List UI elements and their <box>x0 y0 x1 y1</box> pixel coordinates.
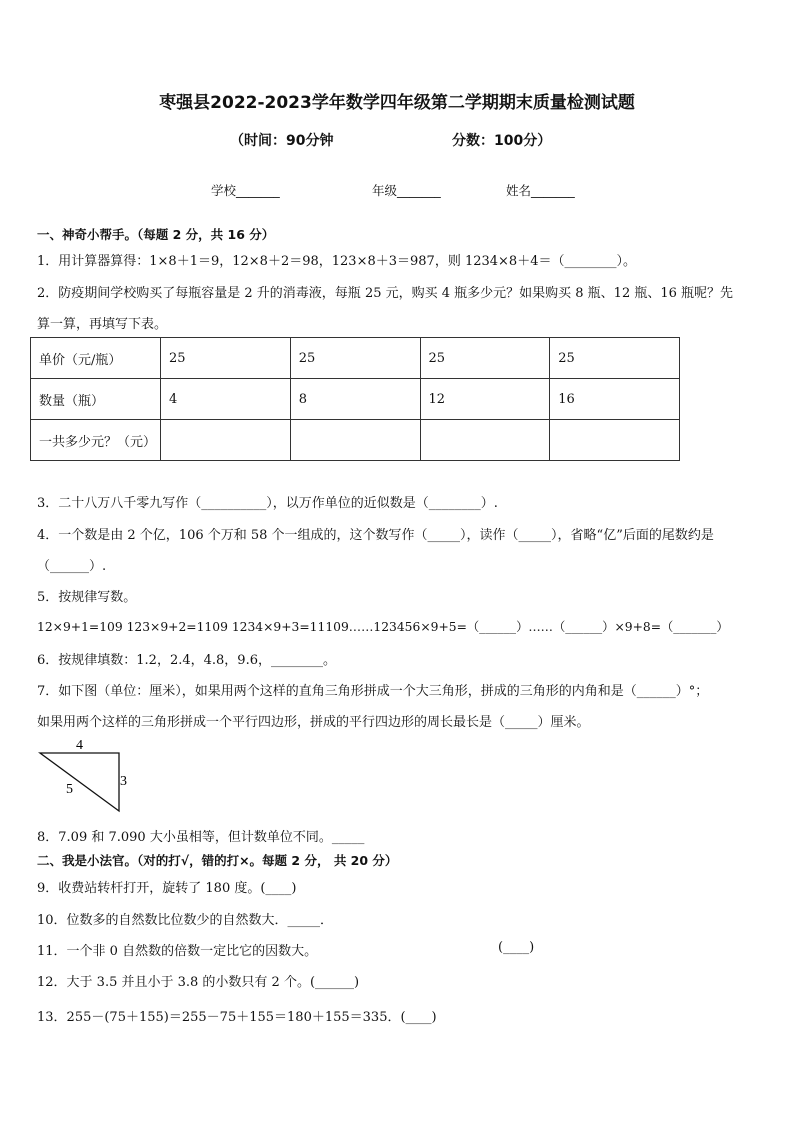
question-7-line2: 如果用两个这样的三角形拼成一个平行四边形，拼成的平行四边形的周长最长是（_____）厘米。 <box>37 715 590 730</box>
price-table <box>30 337 680 461</box>
name-field: 姓名_______ <box>506 183 575 198</box>
table-cell: 25 <box>550 338 680 379</box>
table-cell: 一共多少元？（元） <box>31 420 161 461</box>
table-cell: 16 <box>550 379 680 420</box>
table-cell: 单价（元/瓶） <box>31 338 161 379</box>
question-13: 13．255－(75＋155)＝255－75＋155＝180＋155＝335．(____) <box>37 1010 437 1025</box>
question-2-line2: 算一算，再填写下表。 <box>37 317 168 332</box>
exam-score: 分数：100分） <box>452 133 552 149</box>
question-11-blank: (____) <box>498 940 535 955</box>
question-5: 5．按规律写数。 <box>37 590 137 605</box>
question-6: 6．按规律填数：1.2，2.4，4.8，9.6，________。 <box>37 653 336 668</box>
table-cell: 4 <box>161 379 291 420</box>
question-12: 12．大于 3.5 并且小于 3.8 的小数只有 2 个。(______) <box>37 975 360 990</box>
table-cell: 12 <box>420 379 550 420</box>
table-cell: 25 <box>420 338 550 379</box>
answer-cell[interactable] <box>161 420 291 461</box>
answer-cell[interactable] <box>550 420 680 461</box>
answer-cell[interactable] <box>290 420 420 461</box>
question-4-line2: （______）. <box>37 559 107 574</box>
table-cell: 数量（瓶） <box>31 379 161 420</box>
question-10: 10．位数多的自然数比位数少的自然数大．_____． <box>37 913 334 928</box>
table-row <box>31 379 680 420</box>
section2-heading: 二、我是小法官。（对的打√，错的打×。每题 2 分， 共 20 分） <box>37 853 398 868</box>
question-11: 11．一个非 0 自然数的倍数一定比它的因数大。 <box>37 944 318 959</box>
question-3: 3．二十八万八千零九写作（__________），以万作单位的近似数是（________）. <box>37 496 498 511</box>
question-4-line1: 4．一个数是由 2 个亿，106 个万和 58 个一组成的，这个数写作（_____），读作（_____），省略“亿”后面的尾数约是 <box>37 528 714 543</box>
answer-cell[interactable] <box>420 420 550 461</box>
triangle-shape <box>40 753 119 811</box>
table-cell: 25 <box>290 338 420 379</box>
table-row <box>31 420 680 461</box>
question-8: 8．7.09 和 7.090 大小虽相等，但计数单位不同。_____ <box>37 830 365 845</box>
grade-field: 年级_______ <box>372 183 441 198</box>
table-row <box>31 338 680 379</box>
question-9: 9．收费站转杆打开，旋转了 180 度。(____) <box>37 881 297 896</box>
question-7-line1: 7．如下图（单位：厘米），如果用两个这样的直角三角形拼成一个大三角形，拼成的三角形的内角和是（______）°； <box>37 684 709 699</box>
exam-time: （时间：90分钟 <box>230 133 334 149</box>
question-2-line1: 2．防疫期间学校购买了每瓶容量是 2 升的消毒液，每瓶 25 元，购买 4 瓶多少元？如果购买 8 瓶、12 瓶、16 瓶呢？先 <box>37 286 734 301</box>
question-1: 1．用计算器算得：1×8＋1＝9，12×8＋2＝98，123×8＋3＝987，则 1234×8＋4＝（________）。 <box>37 254 636 269</box>
table-cell: 25 <box>161 338 291 379</box>
triangle-hyp-label: 5 <box>66 782 73 797</box>
right-triangle-figure <box>30 735 140 817</box>
section1-heading: 一、神奇小帮手。（每题 2 分，共 16 分） <box>37 227 275 242</box>
triangle-right-label: 3 <box>120 774 127 789</box>
table-cell: 8 <box>290 379 420 420</box>
page-title: 枣强县2022-2023学年数学四年级第二学期期末质量检测试题 <box>159 93 635 113</box>
school-field: 学校_______ <box>211 183 280 198</box>
triangle-top-label: 4 <box>76 738 83 753</box>
question-5-sequence: 12×9+1=109 123×9+2=1109 1234×9+3=11109……123456×9+5=（______）……（______）×9+8=（_______） <box>37 620 729 634</box>
